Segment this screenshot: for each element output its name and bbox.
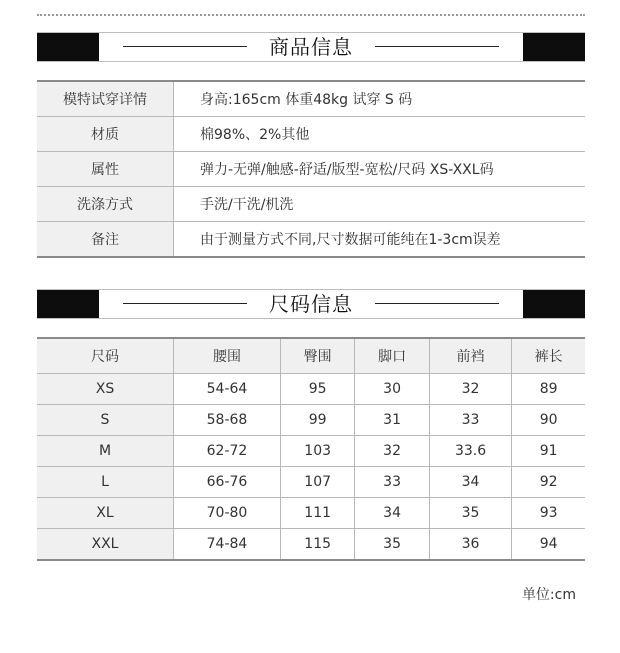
- info-label: 洗涤方式: [37, 187, 174, 222]
- size-cell: 94: [512, 529, 585, 561]
- size-cell: 103: [280, 436, 354, 467]
- info-value: 由于测量方式不同,尺寸数据可能纯在1-3cm误差: [174, 222, 586, 258]
- top-dotted-rule: [37, 14, 585, 16]
- size-cell: 91: [512, 436, 585, 467]
- banner-right-block: [523, 33, 585, 61]
- size-cell: M: [37, 436, 174, 467]
- size-info-title: 尺码信息: [269, 292, 353, 316]
- size-cell: XXL: [37, 529, 174, 561]
- size-header-cell: 前裆: [429, 338, 512, 374]
- size-cell: 32: [355, 436, 429, 467]
- size-header-cell: 臀围: [280, 338, 354, 374]
- size-cell: 92: [512, 467, 585, 498]
- size-cell: 30: [355, 374, 429, 405]
- info-row: [37, 117, 585, 152]
- size-table: [37, 337, 585, 561]
- size-cell: XS: [37, 374, 174, 405]
- info-value: 手洗/干洗/机洗: [174, 187, 586, 222]
- size-cell: 34: [429, 467, 512, 498]
- size-info-banner: [37, 289, 585, 319]
- info-row: [37, 187, 585, 222]
- info-label: 备注: [37, 222, 174, 258]
- size-cell: 99: [280, 405, 354, 436]
- size-cell: 36: [429, 529, 512, 561]
- size-cell: 95: [280, 374, 354, 405]
- size-cell: 66-76: [174, 467, 281, 498]
- product-info-banner: [37, 32, 585, 62]
- size-cell: 33.6: [429, 436, 512, 467]
- size-header-cell: 尺码: [37, 338, 174, 374]
- size-cell: 31: [355, 405, 429, 436]
- size-cell: 90: [512, 405, 585, 436]
- info-value: 弹力-无弹/触感-舒适/版型-宽松/尺码 XS-XXL码: [174, 152, 586, 187]
- info-row: [37, 152, 585, 187]
- info-label: 材质: [37, 117, 174, 152]
- size-cell: XL: [37, 498, 174, 529]
- size-header-row: [37, 338, 585, 374]
- info-label: 模特试穿详情: [37, 81, 174, 117]
- size-cell: 89: [512, 374, 585, 405]
- size-cell: S: [37, 405, 174, 436]
- size-header-cell: 脚口: [355, 338, 429, 374]
- size-cell: 70-80: [174, 498, 281, 529]
- size-cell: 74-84: [174, 529, 281, 561]
- size-cell: 111: [280, 498, 354, 529]
- size-cell: 62-72: [174, 436, 281, 467]
- size-cell: 33: [355, 467, 429, 498]
- banner-right-line: [375, 303, 499, 304]
- size-cell: 33: [429, 405, 512, 436]
- product-info-title: 商品信息: [269, 35, 353, 59]
- banner-right-block: [523, 290, 585, 318]
- size-row: [37, 436, 585, 467]
- size-row: [37, 405, 585, 436]
- product-info-table: [37, 80, 585, 258]
- size-cell: 107: [280, 467, 354, 498]
- size-row: [37, 529, 585, 561]
- info-label: 属性: [37, 152, 174, 187]
- size-cell: 93: [512, 498, 585, 529]
- size-cell: 32: [429, 374, 512, 405]
- info-value: 身高:165cm 体重48kg 试穿 S 码: [174, 81, 586, 117]
- banner-right-line: [375, 46, 499, 47]
- size-cell: 34: [355, 498, 429, 529]
- size-cell: 35: [429, 498, 512, 529]
- size-row: [37, 498, 585, 529]
- info-row: [37, 81, 585, 117]
- size-header-cell: 腰围: [174, 338, 281, 374]
- size-cell: L: [37, 467, 174, 498]
- size-cell: 54-64: [174, 374, 281, 405]
- unit-label: 单位:cm: [521, 587, 576, 603]
- size-header-cell: 裤长: [512, 338, 585, 374]
- size-cell: 35: [355, 529, 429, 561]
- size-row: [37, 467, 585, 498]
- size-cell: 58-68: [174, 405, 281, 436]
- info-row: [37, 222, 585, 258]
- size-cell: 115: [280, 529, 354, 561]
- info-value: 棉98%、2%其他: [174, 117, 586, 152]
- size-row: [37, 374, 585, 405]
